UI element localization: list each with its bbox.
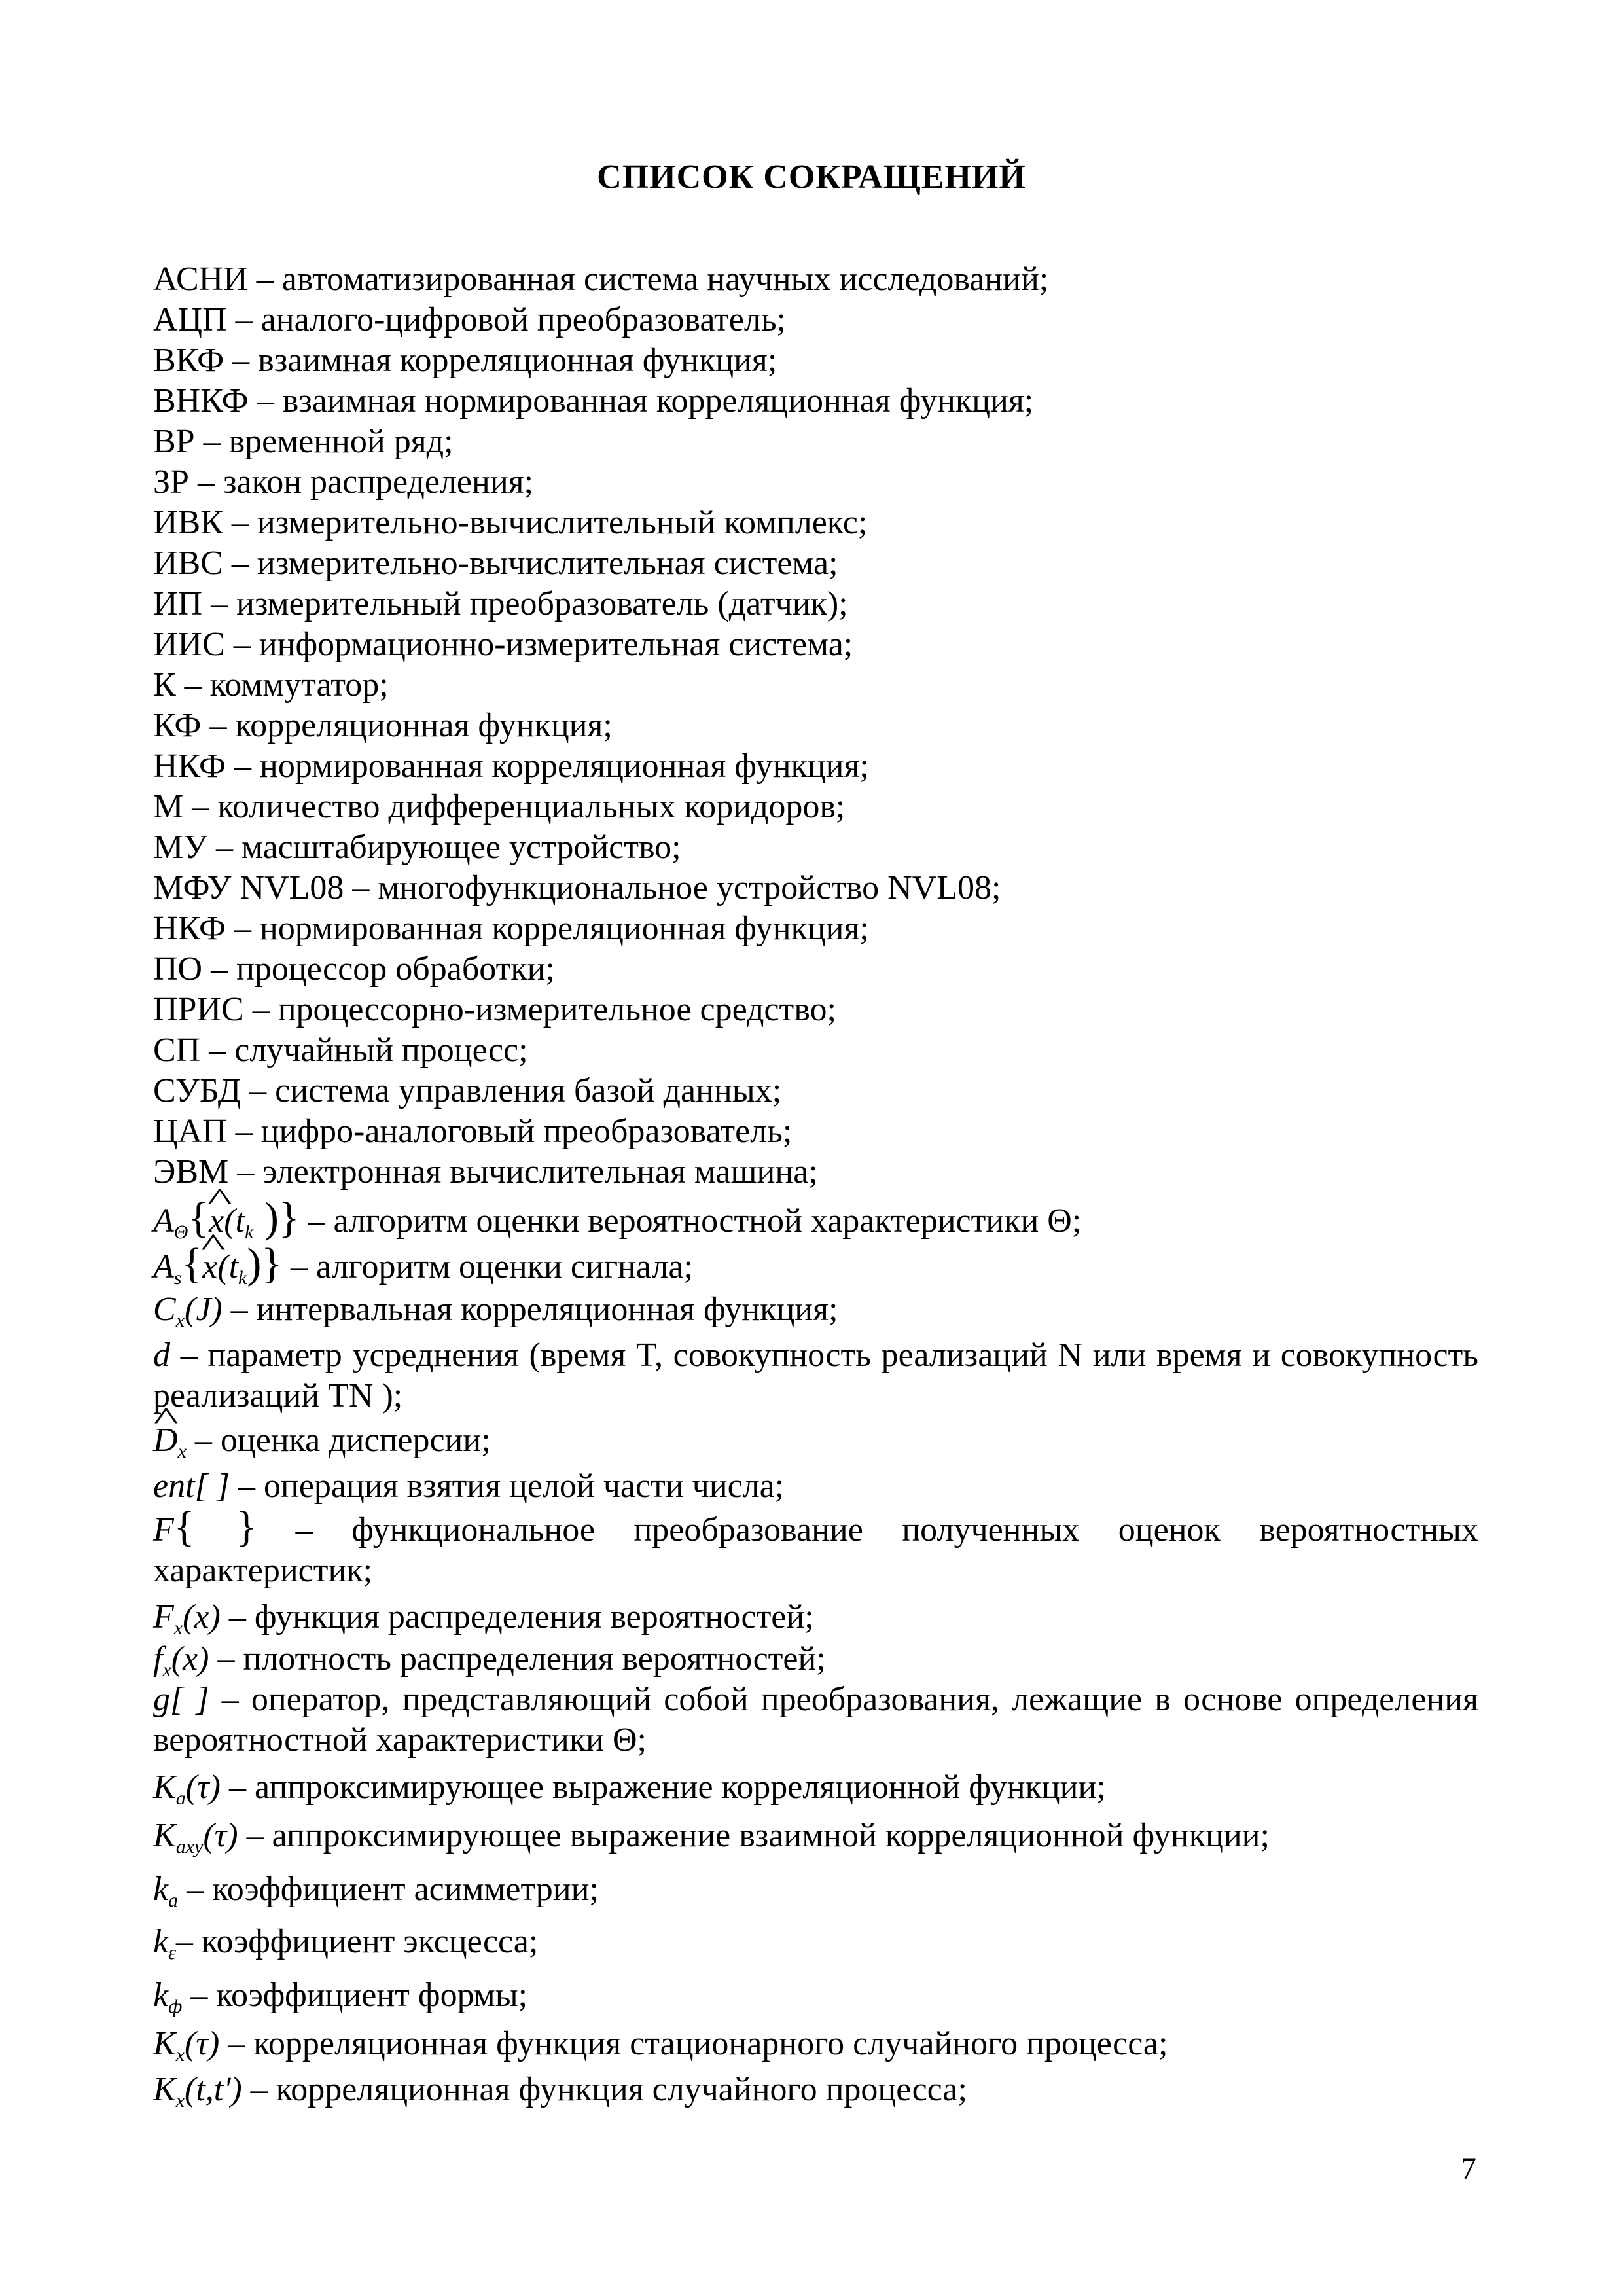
- abbr-item: НКФ – нормированная корреляционная функция;: [153, 910, 869, 947]
- abbr-item: ЗР – закон распределения;: [153, 463, 534, 501]
- abbr-item: ЭВМ – электронная вычислительная машина;: [153, 1153, 818, 1191]
- symbol-item: $F_x(x)$ – функция распределения вероятностей;: [153, 1598, 814, 1639]
- symbol-item: $k_ф$ – коэффициент формы;: [153, 1977, 528, 2017]
- abbr-item: СП – случайный процесс;: [153, 1031, 528, 1069]
- abbr-item: ВКФ – взаимная корреляционная функция;: [153, 342, 777, 379]
- abbr-item: ИВК – измерительно-вычислительный комплекс;: [153, 504, 868, 541]
- abbr-item: АЦП – аналого-цифровой преобразователь;: [153, 301, 786, 338]
- symbol-item: $K_{axy}(\tau)$ – аппроксимирующее выражение взаимной корреляционной функции;: [153, 1817, 1270, 1857]
- abbr-item: АСНИ – автоматизированная система научных исследований;: [153, 260, 1049, 298]
- abbr-item: К – коммутатор;: [153, 666, 389, 704]
- abbr-item: ЦАП – цифро-аналоговый преобразователь;: [153, 1113, 793, 1150]
- abbr-item: М – количество дифференциальных коридоров;: [153, 788, 846, 825]
- abbr-item: КФ – корреляционная функция;: [153, 707, 613, 744]
- symbol-item: $A_\Theta\{\^{}$ $x(t_k$ )} – алгоритм оценки вероятностной характеристики Θ;: [153, 1198, 1478, 1242]
- abbr-item: ПО – процессор обработки;: [153, 950, 555, 988]
- abbr-item: НКФ – нормированная корреляционная функция;: [153, 747, 869, 785]
- symbol-item: ^ $D_x$ – оценка дисперсии;: [153, 1420, 1478, 1461]
- abbr-item: ИИС – информационно-измерительная система;: [153, 626, 853, 663]
- abbr-item: ПРИС – процессорно-измерительное средство;: [153, 991, 836, 1028]
- abbr-item: СУБД – система управления базой данных;: [153, 1072, 782, 1109]
- symbol-item: ent[ ] – операция взятия целой части числа;: [153, 1467, 785, 1505]
- symbol-item: $K_x(t,t')$ – корреляционная функция случайного процесса;: [153, 2071, 967, 2111]
- abbr-item: ВР – временной ряд;: [153, 423, 454, 460]
- symbol-item: $f_x(x)$ – плотность распределения вероятностей;: [153, 1640, 826, 1681]
- symbol-item: g[ ] – оператор, представляющий собой преобразования, лежащие в основе определения вероятностной характеристики Θ;: [153, 1681, 1478, 1759]
- abbr-item: ИП – измерительный преобразователь (датчик);: [153, 585, 848, 622]
- symbol-item: $K_x(\tau)$ – корреляционная функция стационарного случайного процесса;: [153, 2025, 1168, 2066]
- page-title: СПИСОК СОКРАЩЕНИЙ: [597, 158, 1026, 196]
- symbol-item: $C_x(J)$ – интервальная корреляционная функция;: [153, 1291, 838, 1331]
- symbol-item: $A_s\{\^{}$ $x(t_k)$} – алгоритм оценки сигнала;: [153, 1244, 1478, 1287]
- symbol-item: $K_a(\tau)$ – аппроксимирующее выражение корреляционной функции;: [153, 1768, 1106, 1809]
- abbr-item: МФУ NVL08 – многофункциональное устройство NVL08;: [153, 869, 1001, 906]
- abbr-item: МУ – масштабирующее устройство;: [153, 829, 681, 866]
- symbol-item: $k_\varepsilon-$ коэффициент эксцесса;: [153, 1923, 539, 1964]
- symbol-item: $k_a$ – коэффициент асимметрии;: [153, 1871, 599, 1911]
- symbol-item: d – параметр усреднения (время T, совокупность реализаций N или время и совокупность реализаций TN );: [153, 1336, 1478, 1414]
- abbr-item: ВНКФ – взаимная нормированная корреляционная функция;: [153, 382, 1034, 420]
- page-number: 7: [1461, 2151, 1476, 2186]
- abbr-item: ИВС – измерительно-вычислительная система;: [153, 545, 838, 582]
- symbol-item: F{ } – функциональное преобразование полученных оценок вероятностных характеристик;: [153, 1503, 1478, 1589]
